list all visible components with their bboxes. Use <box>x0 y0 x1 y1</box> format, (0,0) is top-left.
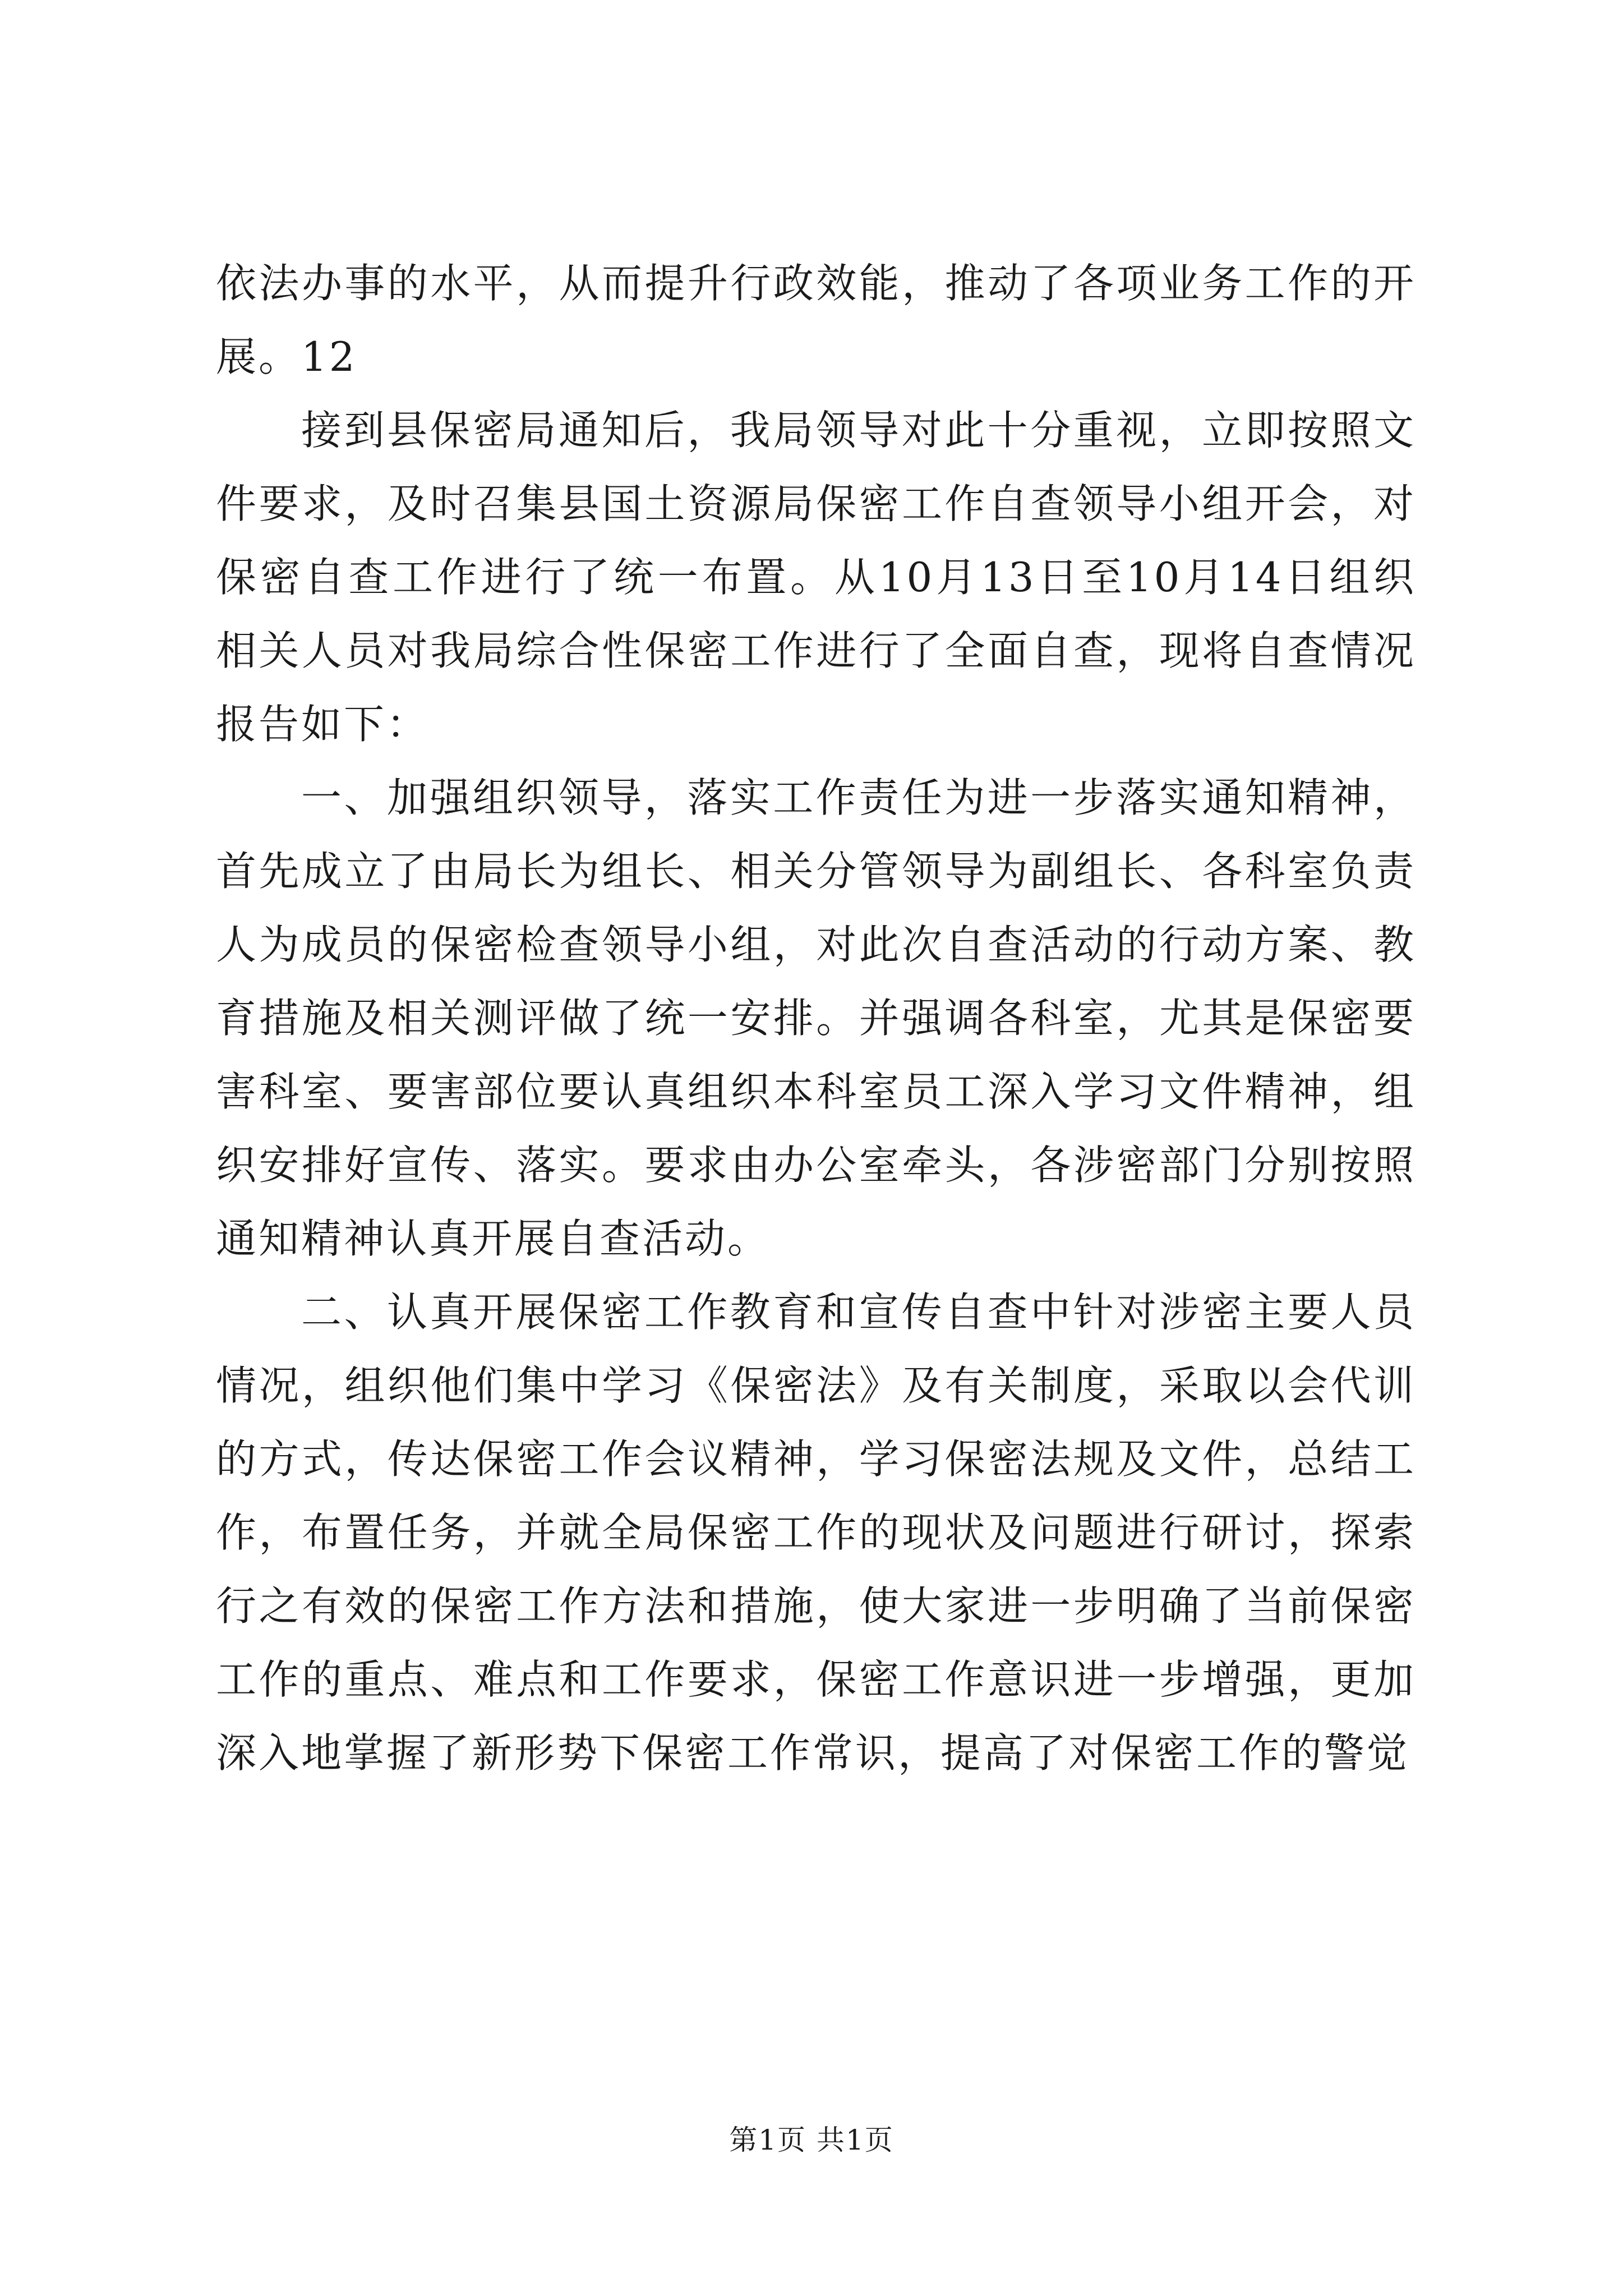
paragraph-section-two: 二、认真开展保密工作教育和宣传自查中针对涉密主要人员情况，组织他们集中学习《保密法》及有关制度，采取以会代训的方式，传达保密工作会议精神，学习保密法规及文件，总结工作，布置任务，并就全局保密工作的现状及问题进行研讨，探索行之有效的保密工作方法和措施，使大家进一步明确了当前保密工作的重点、难点和工作要求，保密工作意识进一步增强，更加深入地掌握了新形势下保密工作常识，提高了对保密工作的警觉 <box>216 1289 1416 1777</box>
page-footer: 第1页 共1页 <box>729 2124 894 2156</box>
document-body <box>216 247 1416 1790</box>
paragraph-section-one: 一、加强组织领导，落实工作责任为进一步落实通知精神，首先成立了由局长为组长、相关分管领导为副组长、各科室负责人为成员的保密检查领导小组，对此次自查活动的行动方案、教育措施及相关测评做了统一安排。并强调各科室，尤其是保密要害科室、要害部位要认真组织本科室员工深入学习文件精神，组织安排好宣传、落实。要求由办公室牵头，各涉密部门分别按照通知精神认真开展自查活动。 <box>216 774 1416 1262</box>
paragraph-notice-received: 接到县保密局通知后，我局领导对此十分重视，立即按照文件要求，及时召集县国土资源局保密工作自查领导小组开会，对保密自查工作进行了统一布置。从10月13日至10月14日组织相关人员对我局综合性保密工作进行了全面自查，现将自查情况报告如下： <box>216 407 1416 748</box>
paragraph-continuation: 依法办事的水平，从而提升行政效能，推动了各项业务工作的开展。12 <box>216 260 1416 380</box>
